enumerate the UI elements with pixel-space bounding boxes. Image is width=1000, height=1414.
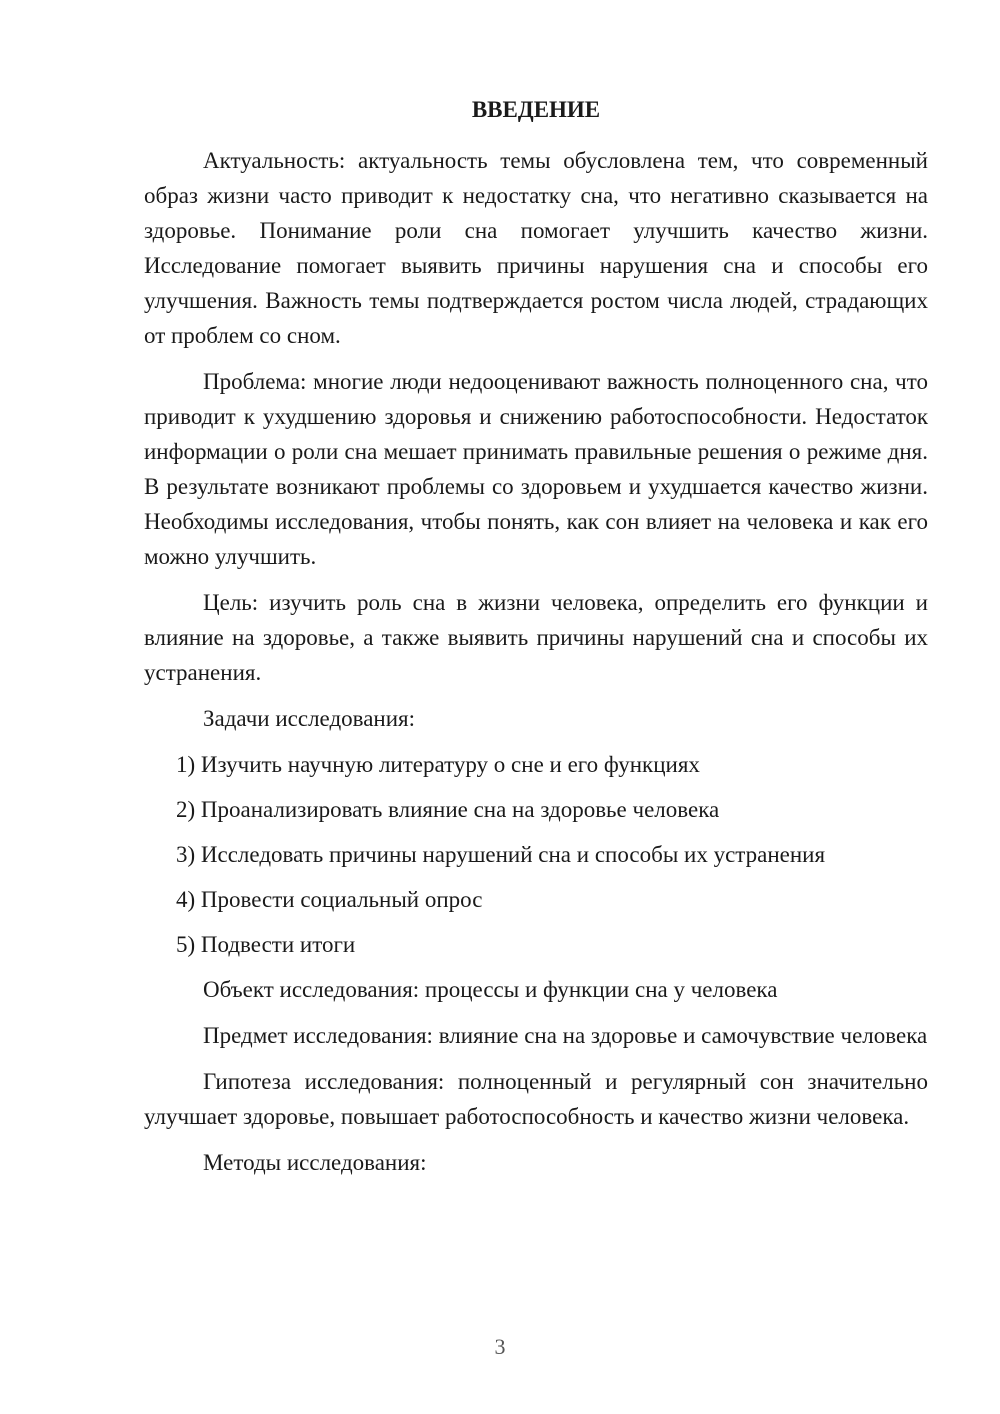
page-title: ВВЕДЕНИЕ	[471, 97, 601, 122]
problem-paragraph: Проблема: многие люди недооценивают важность полноценного сна, что приводит к ухудшению здоровья и снижению работоспособности. Недостаток информации о роли сна мешает принимать правильные решения о режиме дня. В результате возникают проблемы со здоровьем и ухудшается качество жизни. Необходимы исследования, чтобы понять, как сон влияет на человека и как его можно улучшить.	[144, 369, 928, 569]
methods-heading: Методы исследования:	[203, 1150, 427, 1175]
object-paragraph: Объект исследования: процессы и функции сна у человека	[203, 977, 778, 1002]
relevance-paragraph: Актуальность: актуальность темы обусловлена тем, что современный образ жизни часто приводит к недостатку сна, что негативно сказывается на здоровье. Понимание роли сна помогает улучшить качество жизни. Исследование помогает выявить причины нарушения сна и способы его улучшения. Важность темы подтверждается ростом числа людей, страдающих от проблем со сном.	[144, 148, 928, 348]
hypothesis-paragraph: Гипотеза исследования: полноценный и регулярный сон значительно улучшает здоровье, повышает работоспособность и качество жизни человека.	[144, 1069, 928, 1129]
goal-paragraph: Цель: изучить роль сна в жизни человека, определить его функции и влияние на здоровье, а также выявить причины нарушений сна и способы их устранения.	[144, 590, 928, 685]
list-item: 1) Изучить научную литературу о сне и его функциях	[176, 752, 700, 777]
list-item: 5) Подвести итоги	[176, 932, 356, 957]
list-item: 2) Проанализировать влияние сна на здоровье человека	[176, 797, 720, 822]
page-number: 3	[494, 1334, 506, 1359]
list-item: 4) Провести социальный опрос	[176, 887, 483, 912]
tasks-list	[144, 747, 928, 962]
tasks-heading: Задачи исследования:	[203, 706, 416, 731]
page-content	[144, 92, 928, 1191]
list-item: 3) Исследовать причины нарушений сна и способы их устранения	[176, 842, 826, 867]
subject-paragraph: Предмет исследования: влияние сна на здоровье и самочувствие человека	[203, 1023, 928, 1048]
